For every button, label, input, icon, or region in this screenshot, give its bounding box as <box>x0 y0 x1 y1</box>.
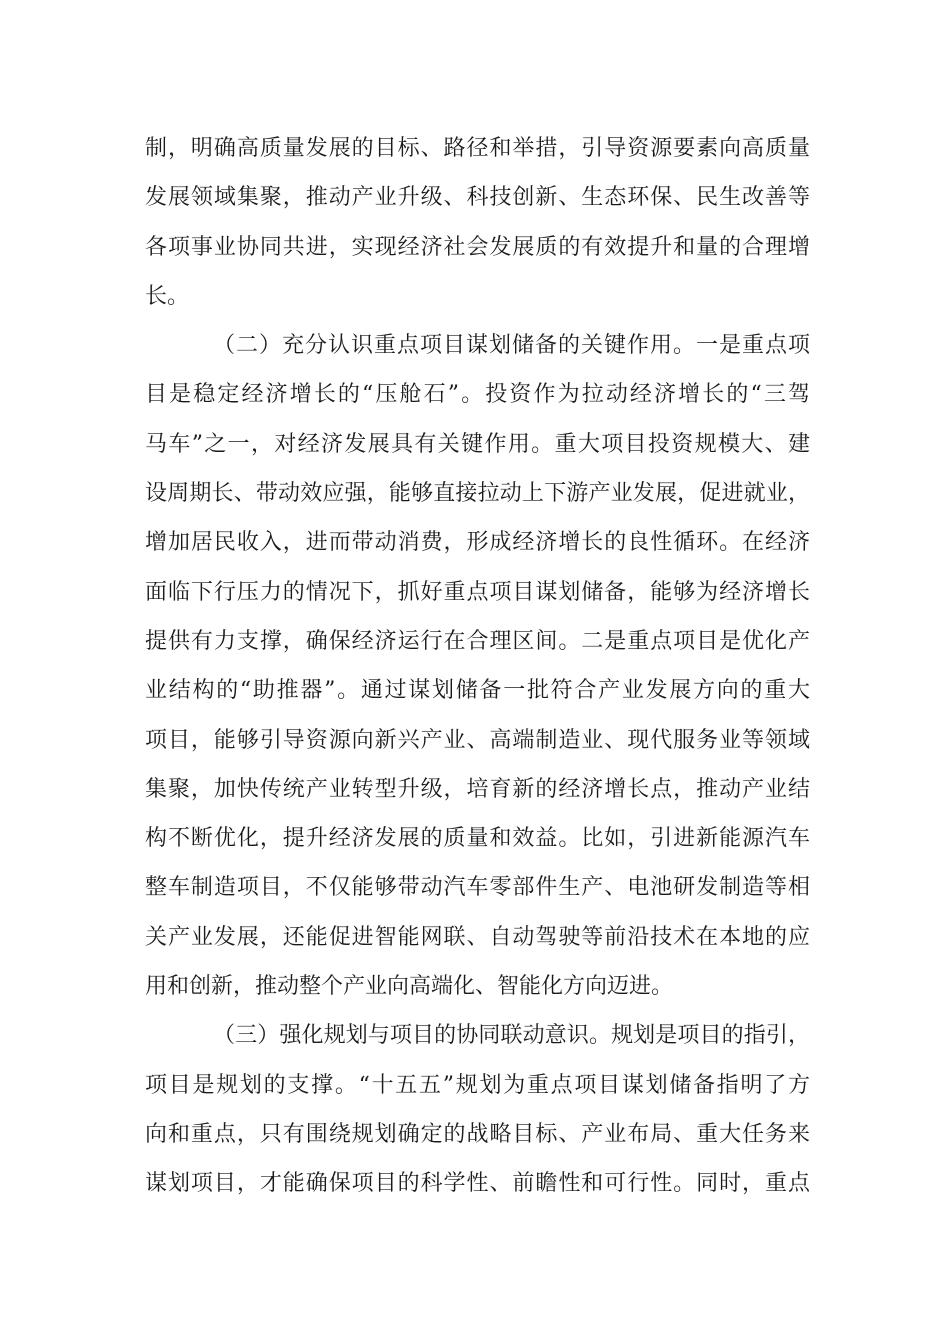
text-line: 集聚，加快传统产业转型升级，培育新的经济增长点，推动产业结 <box>145 776 810 802</box>
text-line: 增加居民收入，进而带动消费，形成经济增长的良性循环。在经济 <box>145 530 810 556</box>
paragraph-1 <box>145 124 810 321</box>
text-line: 业结构的“助推器”。通过谋划储备一批符合产业发展方向的重大 <box>145 678 810 704</box>
text-line: 向和重点，只有围绕规划确定的战略目标、产业布局、重大任务来 <box>145 1121 810 1147</box>
text-line: （二）充分认识重点项目谋划储备的关键作用。一是重点项 <box>213 333 810 359</box>
text-line: 长。 <box>145 283 190 309</box>
text-line: 制，明确高质量发展的目标、路径和举措，引导资源要素向高质量 <box>145 136 810 161</box>
text-line: 构不断优化，提升经济发展的质量和效益。比如，引进新能源汽车 <box>145 826 810 852</box>
text-line: 关产业发展，还能促进智能网联、自动驾驶等前沿技术在本地的应 <box>145 924 810 950</box>
paragraph-3 <box>145 1011 810 1208</box>
text-line: 发展领域集聚，推动产业升级、科技创新、生态环保、民生改善等 <box>145 185 810 211</box>
text-line: 提供有力支撑，确保经济运行在合理区间。二是重点项目是优化产 <box>145 628 810 654</box>
text-line: 整车制造项目，不仅能够带动汽车零部件生产、电池研发制造等相 <box>145 875 810 901</box>
text-line: （三）强化规划与项目的协同联动意识。规划是项目的指引， <box>213 1023 810 1049</box>
text-line: 马车”之一，对经济发展具有关键作用。重大项目投资规模大、建 <box>145 431 810 457</box>
paragraph-2 <box>145 321 810 1011</box>
text-line: 设周期长、带动效应强，能够直接拉动上下游产业发展，促进就业， <box>145 481 810 507</box>
document-body <box>145 124 810 1209</box>
text-line: 面临下行压力的情况下，抓好重点项目谋划储备，能够为经济增长 <box>145 579 810 605</box>
text-line: 谋划项目，才能确保项目的科学性、前瞻性和可行性。同时，重点 <box>145 1171 810 1197</box>
text-line: 各项事业协同共进，实现经济社会发展质的有效提升和量的合理增 <box>145 234 810 260</box>
text-line: 目是稳定经济增长的“压舱石”。投资作为拉动经济增长的“三驾 <box>145 382 810 408</box>
text-line: 用和创新，推动整个产业向高端化、智能化方向迈进。 <box>145 974 674 1000</box>
text-line: 项目是规划的支撑。“十五五”规划为重点项目谋划储备指明了方 <box>145 1072 810 1098</box>
text-line: 项目，能够引导资源向新兴产业、高端制造业、现代服务业等领域 <box>145 727 810 753</box>
